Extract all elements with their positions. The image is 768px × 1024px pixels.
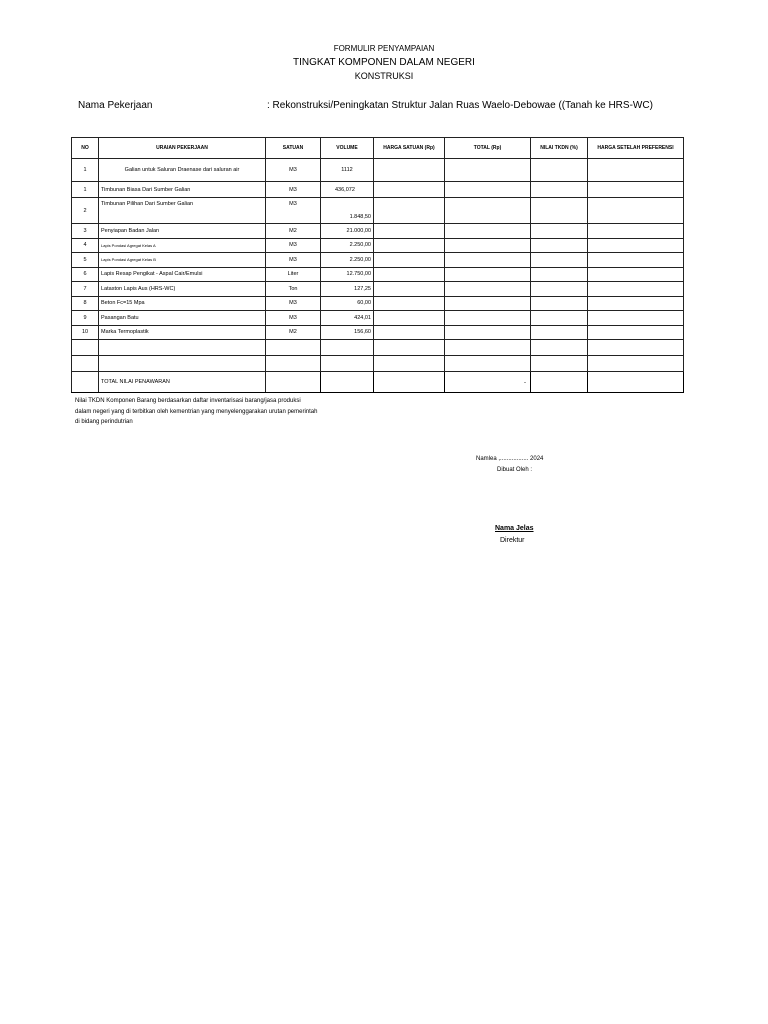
cell-uraian: Lapis Resap Pengikat - Aspal Cair/Emulsi [99,267,266,282]
col-header-total: TOTAL (Rp) [445,138,531,159]
table-row [72,182,684,198]
signature-name: Nama Jelas [495,525,534,532]
cell-uraian: Beton Fc=15 Mpa [99,296,266,311]
cell-no: 7 [72,282,99,297]
table-row [72,198,684,224]
cell-volume: 2.250,00 [321,238,374,253]
note-line-2: dalam negeri yang di terbitkan oleh kementrian yang menyelenggarakan urutan pemerintah [75,409,318,415]
table-header-row [72,138,684,159]
signature-role: Direktur [500,537,525,544]
total-row [72,372,684,393]
empty-row [72,356,684,372]
cell-uraian: Lapis Pondasi Agregat Kelas A [99,238,266,253]
form-category: KONSTRUKSI [354,71,414,81]
tkdn-table [71,137,684,393]
cell-no: 1 [72,182,99,198]
cell-satuan: M3 [266,182,321,198]
col-header-satuan: SATUAN [266,138,321,159]
form-title: FORMULIR PENYAMPAIAN [333,44,435,53]
cell-volume: 21.000,00 [321,224,374,239]
col-header-tkdn: NILAI TKDN (%) [531,138,588,159]
cell-volume: 156,60 [321,325,374,340]
signature-made-by: Dibuat Oleh : [497,467,533,473]
cell-no: 2 [72,198,99,224]
table-row [72,253,684,268]
note-line-1: Nilai TKDN Komponen Barang berdasarkan daftar inventarisasi barang/jasa produksi [75,398,301,404]
cell-volume: 12.750,00 [321,267,374,282]
cell-no: 3 [72,224,99,239]
cell-satuan: M2 [266,325,321,340]
cell-satuan: M3 [266,238,321,253]
form-subtitle: TINGKAT KOMPONEN DALAM NEGERI [293,57,475,68]
cell-no: 6 [72,267,99,282]
col-header-no: NO [72,138,99,159]
job-value: : Rekonstruksi/Peningkatan Struktur Jalan Ruas Waelo-Debowae ((Tanah ke HRS-WC) [267,100,653,111]
cell-volume: 1.848,50 [321,198,374,224]
empty-row [72,340,684,356]
cell-no: 9 [72,311,99,326]
col-header-harga-satuan: HARGA SATUAN (Rp) [374,138,445,159]
cell-no: 1 [72,159,99,182]
table-row [72,159,684,182]
note-line-3: di bidang perindutrian [75,419,133,425]
cell-uraian: Lapis Pondasi Agregat Kelas B [99,253,266,268]
cell-volume: 1112 [321,159,374,182]
cell-uraian: Lataston Lapis Aus (HRS-WC) [99,282,266,297]
table-row [72,325,684,340]
cell-volume: 2.250,00 [321,253,374,268]
col-header-preferensi: HARGA SETELAH PREFERENSI [588,138,684,159]
cell-volume: 60,00 [321,296,374,311]
cell-uraian: Timbunan Pilihan Dari Sumber Galian [99,198,266,224]
col-header-uraian: URAIAN PEKERJAAN [99,138,266,159]
cell-no: 8 [72,296,99,311]
cell-no: 5 [72,253,99,268]
table-row [72,238,684,253]
col-header-volume: VOLUME [321,138,374,159]
cell-no: 10 [72,325,99,340]
cell-volume: 424,01 [321,311,374,326]
cell-satuan: M3 [266,253,321,268]
cell-satuan: M3 [266,159,321,182]
table-row [72,296,684,311]
cell-satuan: M3 [266,311,321,326]
cell-uraian: Pasangan Batu [99,311,266,326]
cell-uraian: Marka Termoplastik [99,325,266,340]
cell-satuan: M3 [266,198,321,224]
cell-volume: 127,25 [321,282,374,297]
cell-uraian: Penyiapan Badan Jalan [99,224,266,239]
table-row [72,282,684,297]
cell-uraian: Galian untuk Saluran Draenase dari saluran air [99,159,266,182]
cell-satuan: Liter [266,267,321,282]
cell-satuan: M2 [266,224,321,239]
cell-volume: 436,072 [321,182,374,198]
total-label: TOTAL NILAI PENAWARAN [99,372,266,393]
total-value-dash: - [524,380,526,386]
cell-satuan: M3 [266,296,321,311]
cell-no: 4 [72,238,99,253]
signature-place-date: Namlea ,................. 2024 [476,456,544,462]
table-row [72,267,684,282]
cell-uraian: Timbunan Biasa Dari Sumber Galian [99,182,266,198]
table-row [72,311,684,326]
job-label: Nama Pekerjaan [78,100,153,111]
cell-satuan: Ton [266,282,321,297]
table-row [72,224,684,239]
